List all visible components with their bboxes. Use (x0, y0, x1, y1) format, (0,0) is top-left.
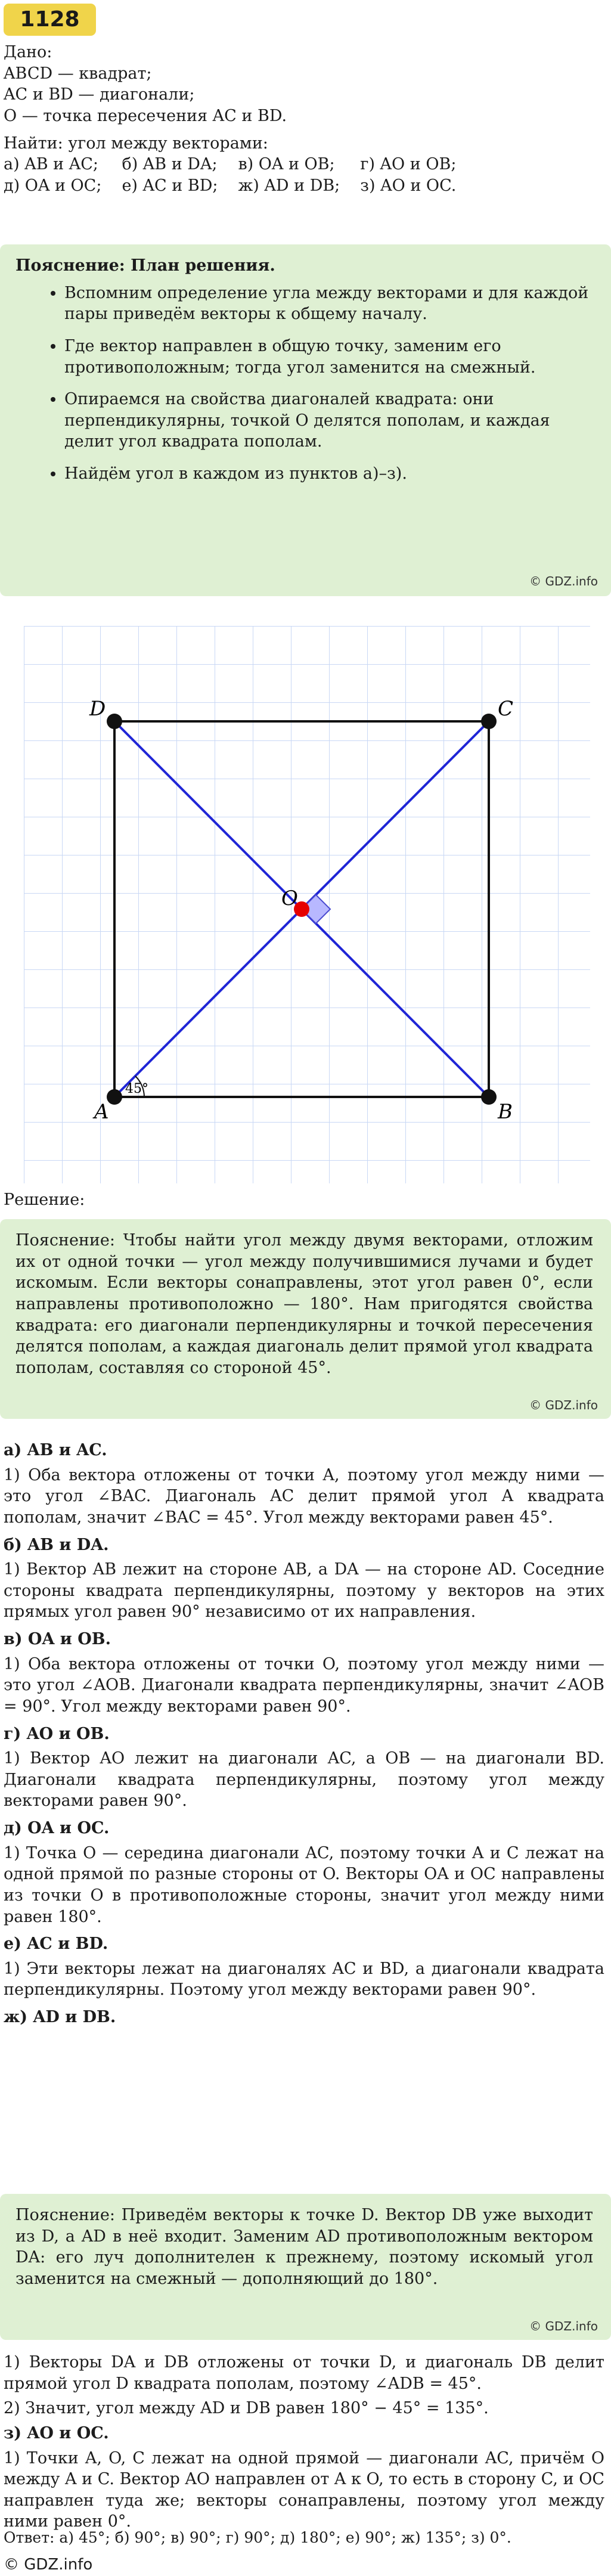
find-item-d: д) OA и OC; (4, 176, 102, 195)
plan-bullet: • Вспомним определение угла между векторами и для каждой пары приведём векторы к общему началу. (64, 283, 593, 325)
point-b (481, 1089, 497, 1105)
point-a (107, 1089, 122, 1105)
square-figure (24, 626, 590, 1183)
task-number-badge: 1128 (4, 4, 96, 36)
plan-bullet: • Найдём угол в каждом из пунктов а)–з). (64, 463, 593, 485)
find-item-g: г) AO и OB; (360, 155, 457, 174)
plan-list (15, 283, 593, 485)
label-a: A (94, 1100, 109, 1124)
find-item-b: б) AB и DA; (122, 155, 218, 174)
given-heading: Дано: (4, 43, 52, 61)
angle-label: 45° (125, 1081, 148, 1096)
explain-1-watermark: © GDZ.info (529, 1397, 598, 1412)
find-item-v: в) OA и OB; (238, 155, 335, 174)
find-item-z: з) AO и OC. (360, 176, 457, 195)
find-item-e: е) AC и BD; (122, 176, 218, 195)
footer-watermark: © GDZ.info (4, 2556, 93, 2574)
part-zh-text-2: 2) Значит, угол между AD и DB равен 180° − 45° = 135°. (4, 2399, 489, 2418)
part-e-heading: е) AC и BD. (4, 1935, 108, 1954)
part-e-text: 1) Эти векторы лежат на диагоналях AC и BD, а диагонали квадрата перпендикулярны. Поэтому угол между векторами равен 90°. (4, 1959, 604, 2000)
explain-2-text: Пояснение: Приведём векторы к точке D. Вектор DB уже выходит из D, а AD в неё входит. Заменим AD противоположным вектором DA: его луч дополнителен к прежнему, поэтому искомый угол заменится на смежный — дополняющий до 180°. (15, 2206, 593, 2288)
plan-panel (0, 244, 611, 596)
given-line-1: ABCD — квадрат; (4, 64, 152, 83)
point-d (107, 714, 122, 729)
find-item-a: а) AB и AC; (4, 155, 98, 174)
explain-panel-1 (0, 1219, 611, 1419)
label-c: C (498, 697, 514, 721)
part-b-heading: б) AB и DA. (4, 1535, 109, 1554)
part-z-text: 1) Точки A, O, C лежат на одной прямой — диагонали AC, причём O между A и C. Вектор AO направлен от A к O, то есть в сторону C, и OC направлен туда же; векторы сонаправлены, поэтому угол между ними равен 0°. (4, 2448, 604, 2531)
answer-line: Ответ: а) 45°; б) 90°; в) 90°; г) 90°; д) 180°; е) 90°; ж) 135°; з) 0°. (4, 2529, 511, 2546)
given-line-2: AC и BD — диагонали; (4, 85, 195, 104)
given-line-3: O — точка пересечения AC и BD. (4, 106, 287, 125)
point-c (481, 714, 497, 729)
part-b-text: 1) Вектор AB лежит на стороне AB, а DA — на стороне AD. Соседние стороны квадрата перпендикулярны, поэтому у векторов на этих прямых угол равен 90° независимо от их направления. (4, 1560, 604, 1622)
plan-bullet: • Опираемся на свойства диагоналей квадрата: они перпендикулярны, точкой O делятся пополам, и каждая делит угол квадрата пополам. (64, 389, 593, 452)
label-b: B (498, 1100, 513, 1124)
label-o: O (281, 886, 298, 910)
plan-title: Пояснение: План решения. (15, 256, 275, 275)
part-zh-heading: ж) AD и DB. (4, 2008, 116, 2026)
explain-panel-2 (0, 2194, 611, 2340)
part-a-text: 1) Оба вектора отложены от точки A, поэтому угол между ними — это угол ∠BAC. Диагональ AC делит прямой угол A квадрата пополам, значит ∠BAC = 45°. Угол между векторами равен 45°. (4, 1465, 604, 1527)
find-item-zh: ж) AD и DB; (238, 176, 340, 195)
label-d: D (89, 697, 106, 721)
explain-2-watermark: © GDZ.info (529, 2318, 598, 2333)
part-g-heading: г) AO и OB. (4, 1724, 110, 1743)
plan-watermark: © GDZ.info (529, 574, 598, 588)
part-a-heading: а) AB и AC. (4, 1441, 107, 1459)
part-v-heading: в) OA и OB. (4, 1630, 111, 1648)
given-block (4, 42, 606, 196)
solution-label: Решение: (4, 1191, 85, 1209)
find-heading: Найти: угол между векторами: (4, 134, 268, 153)
part-zh-text-1: 1) Векторы DA и DB отложены от точки D, и диагональ DB делит прямой угол D квадрата пополам, поэтому ∠ADB = 45°. (4, 2353, 604, 2393)
solution-parts (4, 1434, 604, 2032)
part-v-text: 1) Оба вектора отложены от точки O, поэтому угол между ними — это угол ∠AOB. Диагонали квадрата перпендикулярны, значит ∠AOB = 90°. Угол между векторами равен 90°. (4, 1654, 604, 1716)
part-d-heading: д) OA и OC. (4, 1819, 110, 1837)
solution-parts-2 (4, 2352, 604, 2536)
explain-1-text: Пояснение: Чтобы найти угол между двумя векторами, отложим их от одной точки — угол между получившимися лучами и будет искомым. Если векторы сонаправлены, этот угол равен 0°, если направлены противоположно — 180°. Нам пригодятся свойства квадрата: его диагонали перпендикулярны и точкой пересечения делятся пополам, а каждая диагональ делит прямой угол квадрата пополам, составляя со стороной 45°. (15, 1231, 593, 1377)
part-z-heading: з) AO и OC. (4, 2423, 109, 2442)
find-items (4, 154, 606, 196)
part-g-text: 1) Вектор AO лежит на диагонали AC, а OB — на диагонали BD. Диагонали квадрата перпендикулярны, поэтому угол между векторами равен 90°. (4, 1749, 604, 1811)
part-d-text: 1) Точка O — середина диагонали AC, поэтому точки A и C лежат на одной прямой по разные стороны от O. Векторы OA и OC направлены из точки O в противоположные стороны, значит угол между ними равен 180°. (4, 1843, 604, 1926)
plan-bullet: • Где вектор направлен в общую точку, заменим его противоположным; тогда угол заменится на смежный. (64, 336, 593, 378)
